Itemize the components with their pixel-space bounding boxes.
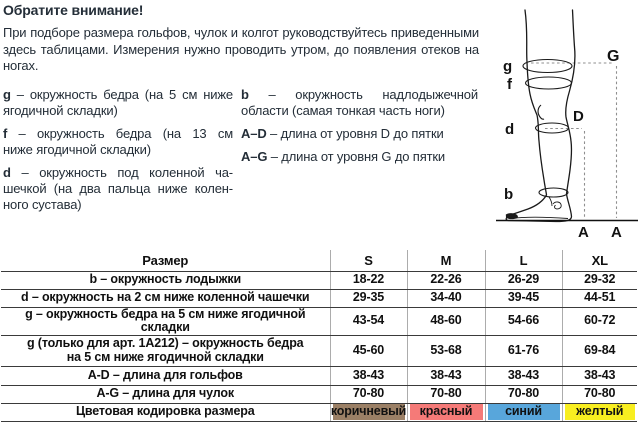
definition-term: b bbox=[241, 87, 249, 102]
table-row bbox=[1, 335, 637, 366]
row-label bbox=[1, 335, 330, 366]
color-cell-l bbox=[485, 403, 562, 421]
diagram-label-f: f bbox=[507, 76, 512, 93]
measurement-ellipse-b bbox=[539, 188, 568, 197]
table-header-size-s: S bbox=[330, 250, 407, 271]
definition-line bbox=[3, 126, 233, 142]
diagram-label-A1: A bbox=[578, 224, 589, 241]
definition-ad bbox=[241, 126, 478, 142]
table-header-size-m: M bbox=[407, 250, 485, 271]
row-label-line1: g (только для арт. 1A212) – окружность бедра bbox=[27, 336, 304, 350]
color-coding-label: Цветовая кодировка размера bbox=[1, 403, 330, 421]
definitions-left-column bbox=[3, 87, 233, 220]
size-table bbox=[1, 250, 637, 422]
cell-value: 38-43 bbox=[407, 366, 485, 385]
table-row bbox=[1, 307, 637, 335]
row-label: A-G – длина для чулок bbox=[1, 385, 330, 403]
ankle-bone-mark bbox=[553, 202, 561, 209]
row-label: A-D – длина для гольфов bbox=[1, 366, 330, 385]
cell-value: 29-32 bbox=[562, 271, 637, 289]
definition-line: ниже ягодичной складки) bbox=[3, 142, 151, 157]
toe-shading bbox=[506, 213, 518, 219]
definitions-right-column bbox=[241, 87, 478, 172]
paragraph-line: ногах. bbox=[3, 58, 39, 73]
cell-value: 26-29 bbox=[485, 271, 562, 289]
definition-text: – окружность надлодыжечной bbox=[248, 87, 478, 102]
table-header-size-xl: XL bbox=[562, 250, 637, 271]
definition-term: A–D bbox=[241, 126, 267, 141]
definition-line bbox=[241, 87, 478, 103]
cell-value: 53-68 bbox=[407, 335, 485, 366]
definition-ag bbox=[241, 149, 478, 165]
row-label: d – окружность на 2 см ниже коленной чашечки bbox=[1, 289, 330, 307]
paragraph-line: При подборе размера гольфов, чулок и колгот руководствуйтесь приведенными bbox=[3, 25, 479, 40]
color-cell-xl bbox=[562, 403, 637, 421]
cell-value: 69-84 bbox=[562, 335, 637, 366]
cell-value: 45-60 bbox=[330, 335, 407, 366]
cell-value: 70-80 bbox=[485, 385, 562, 403]
cell-value: 38-43 bbox=[330, 366, 407, 385]
diagram-label-b: b bbox=[504, 186, 514, 203]
table-row bbox=[1, 385, 637, 403]
definition-text: – длина от уровня G до пятки bbox=[267, 149, 446, 164]
cell-value: 29-35 bbox=[330, 289, 407, 307]
definition-text: – окружность бедра (на 13 см bbox=[7, 126, 233, 141]
definition-term: A–G bbox=[241, 149, 268, 164]
diagram-label-A2: A bbox=[611, 224, 622, 241]
definition-line: области (самая тонкая часть ноги) bbox=[241, 103, 445, 118]
definition-f bbox=[3, 126, 233, 158]
cell-value: 70-80 bbox=[407, 385, 485, 403]
definition-text: – окружность бедра (на 5 см ниже bbox=[10, 87, 233, 102]
definition-line bbox=[3, 165, 233, 181]
definition-line bbox=[241, 149, 478, 165]
ankle-fold-mark bbox=[549, 197, 552, 206]
cell-value: 22-26 bbox=[407, 271, 485, 289]
cell-value: 34-40 bbox=[407, 289, 485, 307]
table-header-label: Размер bbox=[1, 250, 330, 271]
definition-line bbox=[241, 126, 478, 142]
row-label-line2: на 5 см ниже ягодичной складки bbox=[66, 349, 264, 364]
notice-paragraph bbox=[3, 25, 479, 75]
cell-value: 48-60 bbox=[407, 307, 485, 335]
definition-d bbox=[3, 165, 233, 213]
cell-value: 54-66 bbox=[485, 307, 562, 335]
definition-b bbox=[241, 87, 478, 119]
table-header-row bbox=[1, 250, 637, 271]
table-row bbox=[1, 271, 637, 289]
diagram-label-g: g bbox=[503, 58, 513, 75]
diagram-label-G: G bbox=[607, 48, 620, 65]
measurement-ellipse-g bbox=[523, 60, 572, 73]
cell-value: 38-43 bbox=[562, 366, 637, 385]
kneecap-mark bbox=[538, 105, 544, 119]
color-swatch-blue: синий bbox=[488, 404, 560, 420]
definition-term: d bbox=[3, 165, 11, 180]
definition-text: – длина от уровня D до пятки bbox=[266, 126, 444, 141]
definition-line bbox=[3, 87, 233, 103]
paragraph-line: здесь таблицами. Измерения нужно проводить утром, до появления отеков на bbox=[3, 41, 479, 57]
measurement-ellipse-f bbox=[526, 77, 572, 89]
definition-term: f bbox=[3, 126, 8, 141]
cell-value: 39-45 bbox=[485, 289, 562, 307]
notice-title: Обратите внимание! bbox=[3, 2, 144, 18]
color-cell-s bbox=[330, 403, 407, 421]
cell-value: 44-51 bbox=[562, 289, 637, 307]
row-label: b – окружность лодыжки bbox=[1, 271, 330, 289]
cell-value: 43-54 bbox=[330, 307, 407, 335]
cell-value: 70-80 bbox=[330, 385, 407, 403]
table-row bbox=[1, 289, 637, 307]
cell-value: 70-80 bbox=[562, 385, 637, 403]
cell-value: 60-72 bbox=[562, 307, 637, 335]
table-header-size-l: L bbox=[485, 250, 562, 271]
definition-term: g bbox=[3, 87, 11, 102]
color-swatch-red: красный bbox=[410, 404, 483, 420]
definition-line: ягодичной складки) bbox=[3, 103, 118, 118]
row-label: g – окружность бедра на 5 см ниже ягодичной складки bbox=[1, 307, 330, 335]
table-row bbox=[1, 366, 637, 385]
cell-value: 18-22 bbox=[330, 271, 407, 289]
cell-value: 61-76 bbox=[485, 335, 562, 366]
cell-value: 38-43 bbox=[485, 366, 562, 385]
definition-g bbox=[3, 87, 233, 119]
diagram-label-d: d bbox=[505, 121, 515, 138]
definition-line: ного сустава) bbox=[3, 197, 82, 212]
color-cell-m bbox=[407, 403, 485, 421]
definition-text: – окружность под коленной ча- bbox=[10, 165, 233, 180]
leg-measurement-diagram bbox=[478, 0, 640, 242]
diagram-label-D: D bbox=[573, 108, 584, 125]
color-swatch-yellow: желтый bbox=[565, 404, 636, 420]
sole-line bbox=[510, 217, 568, 218]
color-swatch-brown: коричневый bbox=[330, 404, 407, 419]
definition-line: шечкой (на два пальца ниже колен- bbox=[3, 181, 233, 196]
color-coding-row bbox=[1, 403, 637, 421]
